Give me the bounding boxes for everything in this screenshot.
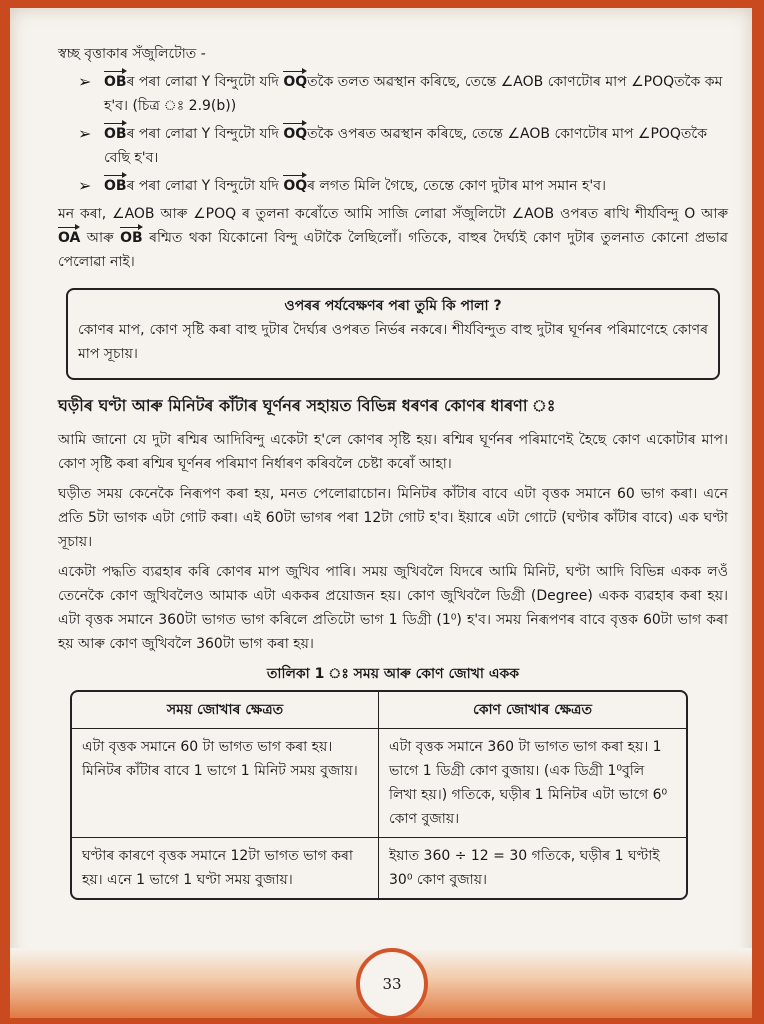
table-row xyxy=(72,729,686,838)
page-content xyxy=(58,42,728,900)
vector-ob: OB xyxy=(104,70,127,94)
table-header: সময় জোখাৰ ক্ষেত্ৰত xyxy=(72,692,379,729)
vector-oq: OQ xyxy=(283,174,307,198)
section-heading: ঘড়ীৰ ঘণ্টা আৰু মিনিটৰ কাঁটাৰ ঘূৰ্ণনৰ সহায়ত বিভিন্ন ধৰণৰ কোণৰ ধাৰণা ঃ xyxy=(58,396,556,415)
table-cell: এটা বৃত্তক সমানে 360 টা ভাগত ভাগ কৰা হয়। 1 ভাগে 1 ডিগ্ৰী কোণ বুজায়। (এক ডিগ্ৰী 1⁰বুলি লিখা হয়।) গতিকে, ঘড়ীৰ 1 মিনিটৰ এটা ভাগে 6⁰ কোণ বুজায়। xyxy=(379,729,686,838)
arrow-bullet-icon: ➢ xyxy=(78,124,92,143)
vector-ob: OB xyxy=(104,122,127,146)
paragraph-comparison: মন কৰা, ∠AOB আৰু ∠POQ ৰ তুলনা কৰোঁতে আমি সাজি লোৱা সঁজুলিটো ∠AOB ওপৰত ৰাখি শীৰ্যবিন্দু O আৰু OA আৰু OB ৰশ্মিত থকা যিকোনো বিন্দু এটাকৈ লৈছিলোঁ। গতিকে, বাহুৰ দৈৰ্ঘ্যই কোণ দুটাৰ তুলনাত কোনো প্ৰভাৱ পেলোৱা নাই। xyxy=(58,206,728,270)
bullet-3: ➢ OBৰ পৰা লোৱা Y বিন্দুটো যদি OQৰ লগত মিলি গৈছে, তেন্তে কোণ দুটাৰ মাপ সমান হ'ব। xyxy=(78,174,728,198)
vector-ob: OB xyxy=(104,174,127,198)
page-number: 33 xyxy=(356,948,428,1018)
table-header: কোণ জোখাৰ ক্ষেত্ৰত xyxy=(379,692,686,729)
intro-line: স্বচ্ছ বৃত্তাকাৰ সঁজুলিটোত - xyxy=(58,46,206,62)
observation-box xyxy=(66,288,720,380)
vector-oq: OQ xyxy=(283,70,307,94)
table-header-row xyxy=(72,692,686,729)
table-cell: ঘণ্টাৰ কাৰণে বৃত্তক সমানে 12টা ভাগত ভাগ কৰা হয়। এনে 1 ভাগে 1 ঘণ্টা সময় বুজায়। xyxy=(72,838,379,898)
arrow-bullet-icon: ➢ xyxy=(78,176,92,195)
bullet-2: ➢ OBৰ পৰা লোৱা Y বিন্দুটো যদি OQতকৈ ওপৰত অৱস্থান কৰিছে, তেন্তে ∠AOB কোণটোৰ মাপ ∠POQতকৈ বেছি হ'ব। xyxy=(78,124,708,166)
vector-oq: OQ xyxy=(283,122,307,146)
paragraph-degree: একেটা পদ্ধতি ব্যৱহাৰ কৰি কোণৰ মাপ জুখিব পাৰি। সময় জুখিবলৈ যিদৰে আমি মিনিট, ঘণ্টা আদি বিভিন্ন একক লওঁ তেনেকৈ কোণ জুখিবলৈও আমাক এটা এককৰ প্ৰয়োজন হয়। কোণ জুখিবলৈ ডিগ্ৰী (Degree) একক ব্যৱহাৰ কৰা হয়। এটা বৃত্তক সমানে 360টা ভাগত ভাগ কৰিলে প্ৰতিটো ভাগ 1 ডিগ্ৰী (1⁰) হ'ব। সময় নিৰূপণৰ বাবে বৃত্তক 60টা ভাগ কৰা হয় আৰু কোণ জুখিবলৈ 360টা ভাগ কৰা হয়। xyxy=(58,564,728,652)
observation-box-text: কোণৰ মাপ, কোণ সৃষ্টি কৰা বাহু দুটাৰ দৈৰ্ঘ্যৰ ওপৰত নিৰ্ভৰ নকৰে। শীৰ্যবিন্দুত বাহু দুটাৰ ঘূৰ্ণনৰ পৰিমাণেহে কোণৰ মাপ সূচায়। xyxy=(78,322,708,362)
table-caption: তালিকা 1 ঃ সময় আৰু কোণ জোখা একক xyxy=(266,666,520,682)
book-page xyxy=(10,8,752,1018)
table-cell: এটা বৃত্তক সমানে 60 টা ভাগত ভাগ কৰা হয়। মিনিটৰ কাঁটাৰ বাবে 1 ভাগে 1 মিনিট সময় বুজায়। xyxy=(72,729,379,838)
vector-ob: OB xyxy=(120,226,143,250)
arrow-bullet-icon: ➢ xyxy=(78,72,92,91)
vector-oa: OA xyxy=(58,226,80,250)
table-cell: ইয়াত 360 ÷ 12 = 30 গতিকে, ঘড়ীৰ 1 ঘণ্টাই 30⁰ কোণ বুজায়। xyxy=(389,848,660,888)
comparison-table xyxy=(70,690,688,900)
observation-box-title: ওপৰৰ পৰ্যবেক্ষণৰ পৰা তুমি কি পালা ? xyxy=(284,298,502,314)
bullet-1: ➢ OBৰ পৰা লোৱা Y বিন্দুটো যদি OQতকৈ তলত অৱস্থান কৰিছে, তেন্তে ∠AOB কোণটোৰ মাপ ∠POQতকৈ কম হ'ব। (চিত্ৰ ঃ 2.9(b)) xyxy=(78,72,723,114)
paragraph-clock: ঘড়ীত সময় কেনেকৈ নিৰূপণ কৰা হয়, মনত পেলোৱাচোন। মিনিটৰ কাঁটাৰ বাবে এটা বৃত্তক সমানে 60 ভাগ কৰা। এনে প্ৰতি 5টা ভাগক এটা গোট কৰা। এই 60টা ভাগৰ পৰা 12টা গোট হ'ব। ইয়াৰে এটা গোটে (ঘণ্টাৰ কাঁটাৰ বাবে) এক ঘণ্টা সূচায়। xyxy=(58,486,728,550)
paragraph-rays: আমি জানো যে দুটা ৰশ্মিৰ আদিবিন্দু একেটা হ'লে কোণৰ সৃষ্টি হয়। ৰশ্মিৰ ঘূৰ্ণনৰ পৰিমাণেই হৈছে কোণ একোটাৰ মাপ। কোণ সৃষ্টি কৰা ৰশ্মিৰ ঘূৰ্ণনৰ পৰিমাণ নিৰ্ধাৰণ কৰিবলৈ চেষ্টা কৰোঁ আহা। xyxy=(58,432,728,472)
table-row xyxy=(72,838,686,898)
